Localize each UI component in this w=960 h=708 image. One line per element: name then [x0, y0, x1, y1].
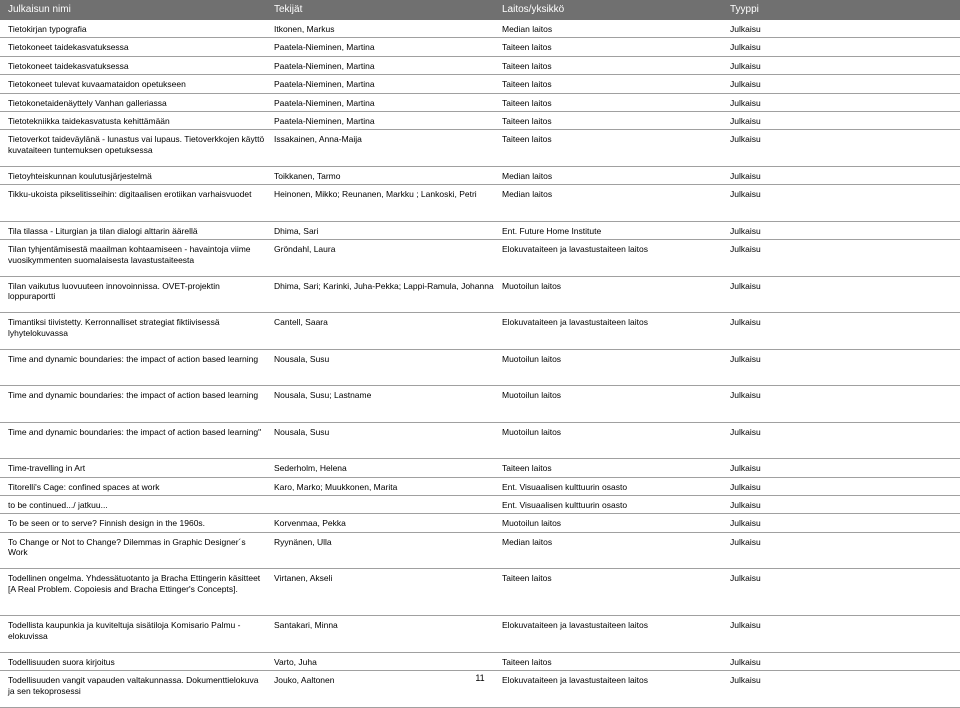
type-cell: Julkaisu — [730, 499, 761, 510]
type-cell: Julkaisu — [730, 620, 761, 631]
table-row — [0, 533, 960, 570]
department-cell: Median laitos — [502, 170, 553, 181]
table-row — [0, 496, 960, 514]
type-cell: Julkaisu — [730, 353, 761, 364]
authors-cell: Toikkanen, Tarmo — [274, 170, 341, 181]
department-cell: Muotoilun laitos — [502, 390, 562, 401]
department-cell: Muotoilun laitos — [502, 426, 562, 437]
title-cell: Tietokoneet tulevat kuvaamataidon opetukseen — [8, 79, 186, 90]
page-number: 11 — [475, 673, 485, 683]
department-cell: Median laitos — [502, 24, 553, 34]
title-cell: Tietokonetaidenäyttely Vanhan galleriassa — [8, 97, 167, 108]
department-cell: Elokuvataiteen ja lavastustaiteen laitos — [502, 620, 649, 631]
department-cell: Taiteen laitos — [502, 656, 552, 667]
authors-cell: Ryynänen, Ulla — [274, 536, 332, 547]
authors-cell: Paatela-Nieminen, Martina — [274, 115, 375, 126]
type-cell: Julkaisu — [730, 280, 761, 291]
type-cell: Julkaisu — [730, 115, 761, 126]
title-cell: Todellisuuden suora kirjoitus — [8, 656, 115, 667]
authors-cell: Dhima, Sari — [274, 225, 319, 236]
title-cell: Timantiksi tiivistetty. Kerronnalliset strategiat fiktiivisessä lyhytelokuvassa — [8, 317, 220, 338]
title-cell: To be seen or to serve? Finnish design in the 1960s. — [8, 518, 206, 529]
table-row — [0, 20, 960, 38]
department-cell: Elokuvataiteen ja lavastustaiteen laitos — [502, 317, 649, 328]
table-row — [0, 386, 960, 423]
type-cell: Julkaisu — [730, 97, 761, 108]
table-row — [0, 616, 960, 653]
table-row — [0, 222, 960, 240]
header-department: Laitos/yksikkö — [502, 4, 565, 15]
type-cell: Julkaisu — [730, 24, 761, 34]
title-cell: To Change or Not to Change? Dilemmas in Graphic Designer´s Work — [8, 536, 246, 558]
title-cell: Tietoyhteiskunnan koulutusjärjestelmä — [8, 170, 152, 181]
header-authors: Tekijät — [274, 4, 303, 15]
table-row — [0, 38, 960, 56]
authors-cell: Nousala, Susu — [274, 426, 330, 437]
title-cell: Todellista kaupunkia ja kuviteltuja sisätiloja Komisario Palmu -elokuvissa — [8, 620, 241, 641]
title-cell: Time and dynamic boundaries: the impact of action based learning — [8, 353, 259, 364]
type-cell: Julkaisu — [730, 390, 761, 401]
type-cell: Julkaisu — [730, 170, 761, 181]
header-type: Tyyppi — [730, 4, 759, 15]
title-cell: Tila tilassa - Liturgian ja tilan dialogi alttarin äärellä — [8, 225, 198, 236]
department-cell: Elokuvataiteen ja lavastustaiteen laitos — [502, 244, 649, 255]
table-row — [0, 75, 960, 93]
department-cell: Muotoilun laitos — [502, 280, 562, 291]
table-row — [0, 313, 960, 350]
type-cell: Julkaisu — [730, 426, 761, 437]
type-cell: Julkaisu — [730, 42, 761, 53]
authors-cell: Gröndahl, Laura — [274, 244, 336, 255]
type-cell: Julkaisu — [730, 225, 761, 236]
department-cell: Median laitos — [502, 536, 553, 547]
table-row — [0, 94, 960, 112]
title-cell: Tilan vaikutus luovuuteen innovoinnissa. OVET-projektin loppuraportti — [8, 280, 220, 302]
title-cell: Tilan tyhjentämisestä maailman kohtaamiseen - havaintoja viime vuosikymmenten suomalaisesta lavastustaiteesta — [8, 244, 251, 265]
table-row — [0, 185, 960, 222]
department-cell: Muotoilun laitos — [502, 353, 562, 364]
title-cell: Tikku-ukoista pikselitisseihin: digitaalisen erotiikan varhaisvuodet — [8, 189, 252, 200]
type-cell: Julkaisu — [730, 463, 761, 474]
department-cell: Taiteen laitos — [502, 60, 552, 71]
title-cell: to be continued.../ jatkuu... — [8, 499, 108, 510]
authors-cell: Itkonen, Markus — [274, 24, 335, 34]
department-cell: Taiteen laitos — [502, 97, 552, 108]
department-cell: Ent. Visuaalisen kulttuurin osasto — [502, 481, 628, 492]
header-title: Julkaisun nimi — [8, 4, 71, 15]
type-cell: Julkaisu — [730, 79, 761, 90]
type-cell: Julkaisu — [730, 675, 761, 686]
authors-cell: Heinonen, Mikko; Reunanen, Markku ; Lankoski, Petri — [274, 189, 477, 200]
table-row — [0, 112, 960, 130]
title-cell: Todellisuuden vangit vapauden valtakunnassa. Dokumenttielokuva ja sen tekoprosessi — [8, 675, 259, 696]
title-cell: Titorelli's Cage: confined spaces at work — [8, 481, 160, 492]
type-cell: Julkaisu — [730, 134, 761, 145]
authors-cell: Issakainen, Anna-Maija — [274, 134, 362, 145]
authors-cell: Korvenmaa, Pekka — [274, 518, 346, 529]
title-cell: Tietokirjan typografia — [8, 24, 87, 34]
authors-cell: Varto, Juha — [274, 656, 317, 667]
table-row — [0, 350, 960, 387]
type-cell: Julkaisu — [730, 189, 761, 200]
publication-table — [0, 20, 960, 708]
table-row — [0, 423, 960, 460]
table-row — [0, 167, 960, 185]
department-cell: Elokuvataiteen ja lavastustaiteen laitos — [502, 675, 649, 686]
title-cell: Tietoverkot taideväylänä - lunastus vai lupaus. Tietoverkkojen käyttö kuvataiteen tuntemuksen opetuksessa — [8, 134, 265, 155]
authors-cell: Cantell, Saara — [274, 317, 328, 328]
authors-cell: Virtanen, Akseli — [274, 573, 333, 584]
table-header — [0, 0, 960, 20]
table-row — [0, 653, 960, 671]
table-row — [0, 459, 960, 477]
table-row — [0, 277, 960, 314]
title-cell: Tietokoneet taidekasvatuksessa — [8, 60, 129, 71]
table-row — [0, 478, 960, 496]
type-cell: Julkaisu — [730, 481, 761, 492]
type-cell: Julkaisu — [730, 573, 761, 584]
type-cell: Julkaisu — [730, 536, 761, 547]
title-cell: Tietokoneet taidekasvatuksessa — [8, 42, 129, 53]
table-row — [0, 240, 960, 277]
authors-cell: Jouko, Aaltonen — [274, 675, 335, 686]
title-cell: Time-travelling in Art — [8, 463, 86, 474]
department-cell: Taiteen laitos — [502, 42, 552, 53]
authors-cell: Paatela-Nieminen, Martina — [274, 60, 375, 71]
table-row — [0, 57, 960, 75]
authors-cell: Santakari, Minna — [274, 620, 338, 631]
department-cell: Ent. Visuaalisen kulttuurin osasto — [502, 499, 628, 510]
table-row — [0, 569, 960, 616]
department-cell: Median laitos — [502, 189, 553, 200]
title-cell: Tietotekniikka taidekasvatusta kehittämään — [8, 115, 170, 126]
title-cell: Todellinen ongelma. Yhdessätuotanto ja Bracha Ettingerin käsitteet [A Real Problem. Copoiesis and Bracha Ettinger's Concepts]. — [8, 573, 261, 594]
department-cell: Taiteen laitos — [502, 115, 552, 126]
department-cell: Ent. Future Home Institute — [502, 225, 602, 236]
department-cell: Taiteen laitos — [502, 134, 552, 145]
authors-cell: Karo, Marko; Muukkonen, Marita — [274, 481, 398, 492]
authors-cell: Nousala, Susu; Lastname — [274, 390, 372, 401]
type-cell: Julkaisu — [730, 60, 761, 71]
type-cell: Julkaisu — [730, 518, 761, 529]
type-cell: Julkaisu — [730, 656, 761, 667]
department-cell: Muotoilun laitos — [502, 518, 562, 529]
authors-cell: Paatela-Nieminen, Martina — [274, 79, 375, 90]
authors-cell: Paatela-Nieminen, Martina — [274, 97, 375, 108]
title-cell: Time and dynamic boundaries: the impact of action based learning" — [8, 426, 262, 437]
authors-cell: Sederholm, Helena — [274, 463, 347, 474]
authors-cell: Dhima, Sari; Karinki, Juha-Pekka; Lappi-Ramula, Johanna — [274, 280, 494, 291]
department-cell: Taiteen laitos — [502, 79, 552, 90]
type-cell: Julkaisu — [730, 244, 761, 255]
authors-cell: Paatela-Nieminen, Martina — [274, 42, 375, 53]
table-row — [0, 130, 960, 167]
authors-cell: Nousala, Susu — [274, 353, 330, 364]
title-cell: Time and dynamic boundaries: the impact of action based learning — [8, 390, 259, 401]
department-cell: Taiteen laitos — [502, 463, 552, 474]
table-row — [0, 514, 960, 532]
type-cell: Julkaisu — [730, 317, 761, 328]
department-cell: Taiteen laitos — [502, 573, 552, 584]
